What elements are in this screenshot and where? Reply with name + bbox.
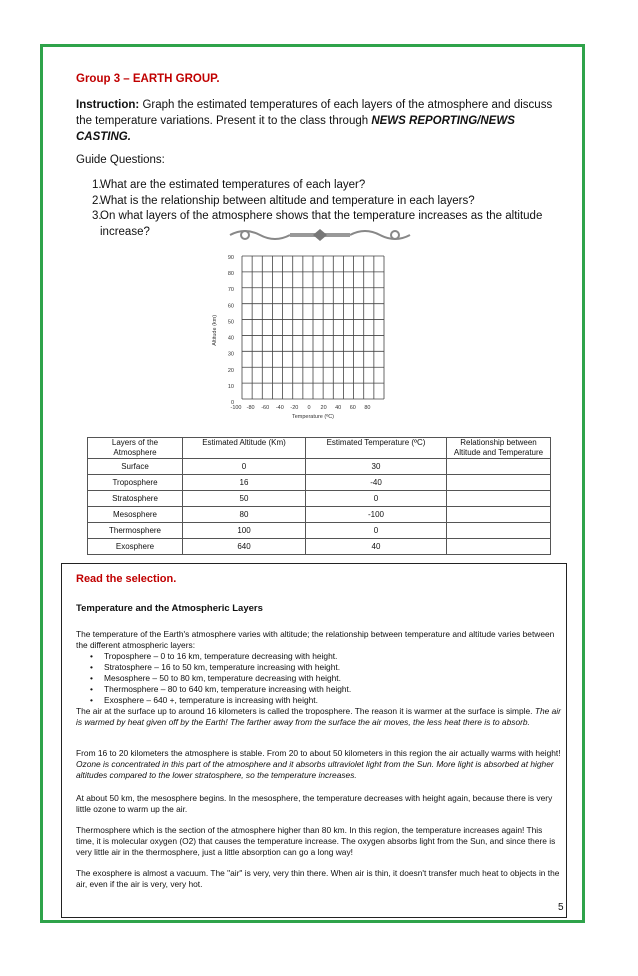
y-tick-label: 50 [227, 319, 234, 326]
instruction [76, 97, 556, 145]
x-axis-label: Temperature (ºC) [291, 414, 335, 420]
table-header: Estimated Altitude (Km) [183, 438, 306, 459]
question-item: 3. On what layers of the atmosphere shows that the temperature increases as the altitude [92, 210, 543, 222]
page-number: 5 [558, 902, 564, 913]
question-item: 2. What is the relationship between altitude and temperature in each layers? [92, 194, 475, 207]
bullet-item: • Troposphere – 0 to 16 km, temperature decreasing with height. [76, 651, 562, 662]
selection-title: Temperature and the Atmospheric Layers [76, 603, 263, 614]
y-tick-label: 70 [227, 287, 234, 294]
x-tick-label: 40 [335, 405, 342, 411]
read-title: Read the selection. [76, 573, 177, 585]
table-row: Surface 0 30 [88, 459, 551, 475]
instruction-label: Instruction: [76, 99, 140, 111]
instruction-text-1: Graph the estimated temperatures of each layers of the atmosphere and discuss [139, 99, 553, 111]
x-tick-label: -60 [261, 405, 270, 411]
y-tick-label: 30 [227, 351, 234, 358]
instruction-emphasis-2: CASTING. [76, 131, 131, 143]
bullet-item: • Thermosphere – 80 to 640 km, temperature increasing with height. [76, 684, 562, 695]
bullet-item: • Stratosphere – 16 to 50 km, temperature increasing with height. [76, 662, 562, 673]
layer-bullets [76, 651, 562, 706]
y-tick-label: 0 [230, 400, 234, 406]
x-tick-label: -100 [230, 405, 242, 411]
table-header: Layers of the Atmosphere [88, 438, 183, 459]
table-row: Thermosphere 100 0 [88, 523, 551, 539]
guide-title: Guide Questions: [76, 154, 165, 166]
layers-table [87, 437, 551, 555]
table-row: Stratosphere 50 0 [88, 491, 551, 507]
thermosphere-paragraph: Thermosphere which is the section of the atmosphere higher than 80 km. In this region, the temperature increases again! This time, it is molecular oxygen (O2) that causes the temperature increase. The oxygen absorbs light from the Sun, and since there is very little air in the thermosphere, just a little absorption can go a long way! [76, 825, 556, 857]
y-tick-label: 60 [227, 303, 234, 310]
x-tick-label: -80 [246, 405, 255, 411]
mesosphere-paragraph: At about 50 km, the mesosphere begins. In the mesosphere, the temperature decreases with height again, because there is very little ozone to warm up the air. [76, 793, 553, 814]
table-header: Estimated Temperature (ºC) [306, 438, 447, 459]
x-tick-label: 0 [307, 405, 311, 411]
x-tick-label: -40 [275, 405, 284, 411]
instruction-text-2: the temperature variations. Present it to the class through [76, 115, 372, 127]
question-item: 1. What are the estimated temperatures of each layer? [92, 179, 366, 191]
intro-paragraph: The temperature of the Earth's atmosphere varies with altitude; the relationship between temperature and altitude varies between the different atmospheric layers: [76, 629, 555, 650]
table-row: Exosphere 640 40 [88, 539, 551, 555]
y-tick-label: 40 [227, 335, 234, 342]
y-axis-label: Altitude (km) [212, 314, 218, 346]
y-tick-label: 80 [227, 271, 234, 278]
bullet-item: • Mesosphere – 50 to 80 km, temperature decreasing with height. [76, 673, 562, 684]
troposphere-paragraph: The air at the surface up to around 16 kilometers is called the troposphere. The reason it is warmer at the surface is simple. The air is warmed by heat given off by the Earth! The farther away from the surface the air moves, the less heat there is to absorb. [76, 706, 561, 727]
instruction-emphasis-1: NEWS REPORTING/NEWS [371, 115, 515, 127]
bullet-item: • Exosphere – 640 +, temperature is increasing with height. [76, 695, 562, 706]
table-row: Troposphere 16 -40 [88, 475, 551, 491]
x-tick-label: 20 [320, 405, 327, 411]
x-tick-label: 80 [364, 405, 371, 411]
x-tick-label: 60 [349, 405, 356, 411]
y-tick-label: 90 [227, 255, 234, 261]
reading-box [61, 563, 567, 918]
table-header: Relationship between Altitude and Temperature [447, 438, 551, 459]
stratosphere-paragraph: From 16 to 20 kilometers the atmosphere is stable. From 20 to about 50 kilometers in this region the air actually warms with height! Ozone is concentrated in this part of the atmosphere and it absorbs ultraviolet light from the Sun. More light is absorbed at higher altitudes compared to the lower stratosphere, so the temperature increases. [76, 748, 561, 780]
question-item: increase? [100, 225, 150, 238]
x-tick-label: -20 [290, 405, 299, 411]
y-tick-label: 10 [227, 383, 234, 390]
group-title: Group 3 – EARTH GROUP. [76, 73, 220, 85]
temperature-altitude-grid [200, 248, 400, 420]
table-row: Mesosphere 80 -100 [88, 507, 551, 523]
y-tick-label: 20 [227, 367, 234, 374]
scroll-ornament-icon [225, 227, 415, 243]
exosphere-paragraph: The exosphere is almost a vacuum. The "air" is very, very thin there. When air is thin, it doesn't transfer much heat to objects in the air, even if the air is very, very hot. [76, 868, 560, 889]
